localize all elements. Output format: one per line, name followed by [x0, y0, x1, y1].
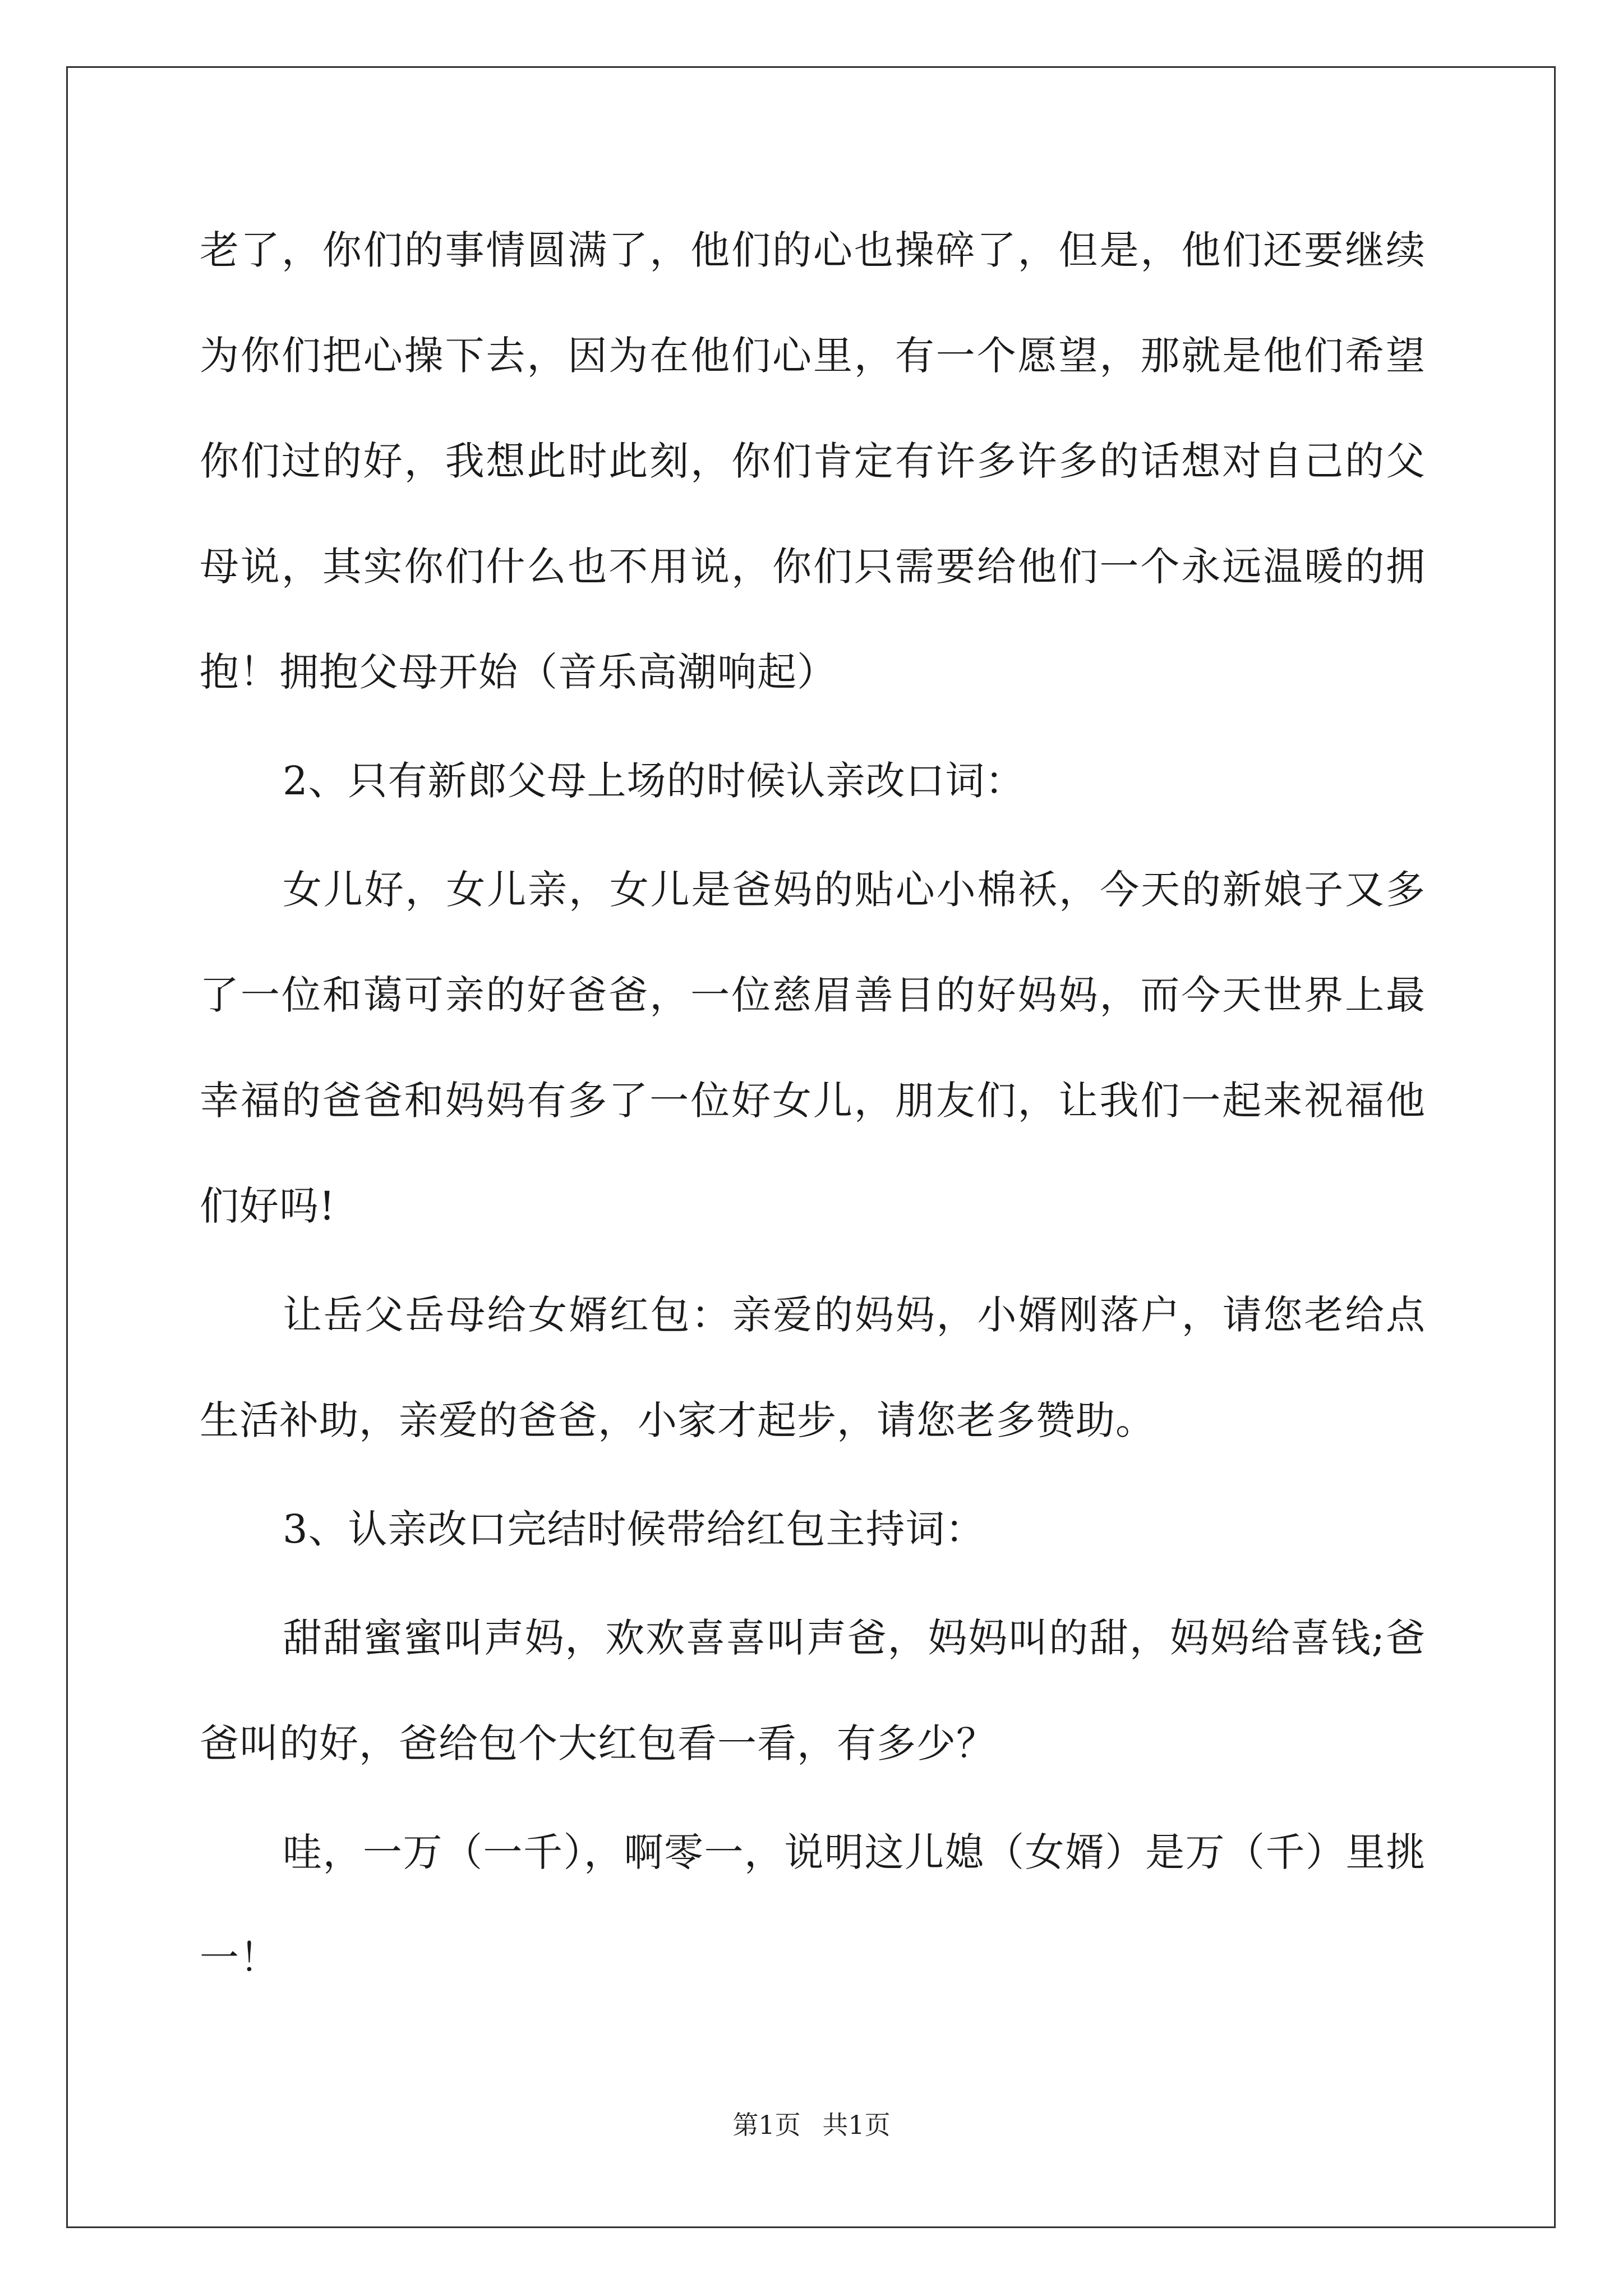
paragraph-3: 女儿好，女儿亲，女儿是爸妈的贴心小棉袄，今天的新娘子又多了一位和蔼可亲的好爸爸，一位慈眉善目的好妈妈，而今天世界上最幸福的爸爸和妈妈有多了一位好女儿，朋友们，让我们一起来祝福他们好吗!: [200, 867, 1426, 1229]
document-body: [200, 197, 1426, 2014]
paragraph-4: 让岳父岳母给女婿红包：亲爱的妈妈，小婿刚落户，请您老给点生活补助，亲爱的爸爸，小家才起步，请您老多赞助。: [200, 1292, 1426, 1443]
paragraph-5: 3、认亲改口完结时候带给红包主持词：: [283, 1506, 985, 1552]
paragraph-1: 老了，你们的事情圆满了，他们的心也操碎了，但是，他们还要继续为你们把心操下去，因为在他们心里，有一个愿望，那就是他们希望你们过的好，我想此时此刻，你们肯定有许多许多的话想对自己的父母说，其实你们什么也不用说，你们只需要给他们一个永远温暖的拥抱！拥抱父母开始（音乐高潮响起）: [200, 227, 1426, 695]
page-footer: [0, 2108, 1623, 2142]
paragraph-7: 哇，一万（一千），啊零一，说明这儿媳（女婿）是万（千）里挑一！: [200, 1829, 1426, 1981]
page-number: 第1页: [732, 2110, 801, 2140]
paragraph-6: 甜甜蜜蜜叫声妈，欢欢喜喜叫声爸，妈妈叫的甜，妈妈给喜钱;爸爸叫的好，爸给包个大红包看一看，有多少？: [200, 1615, 1426, 1766]
page-total: 共1页: [822, 2110, 891, 2140]
paragraph-2: 2、只有新郎父母上场的时候认亲改口词：: [283, 758, 1025, 804]
